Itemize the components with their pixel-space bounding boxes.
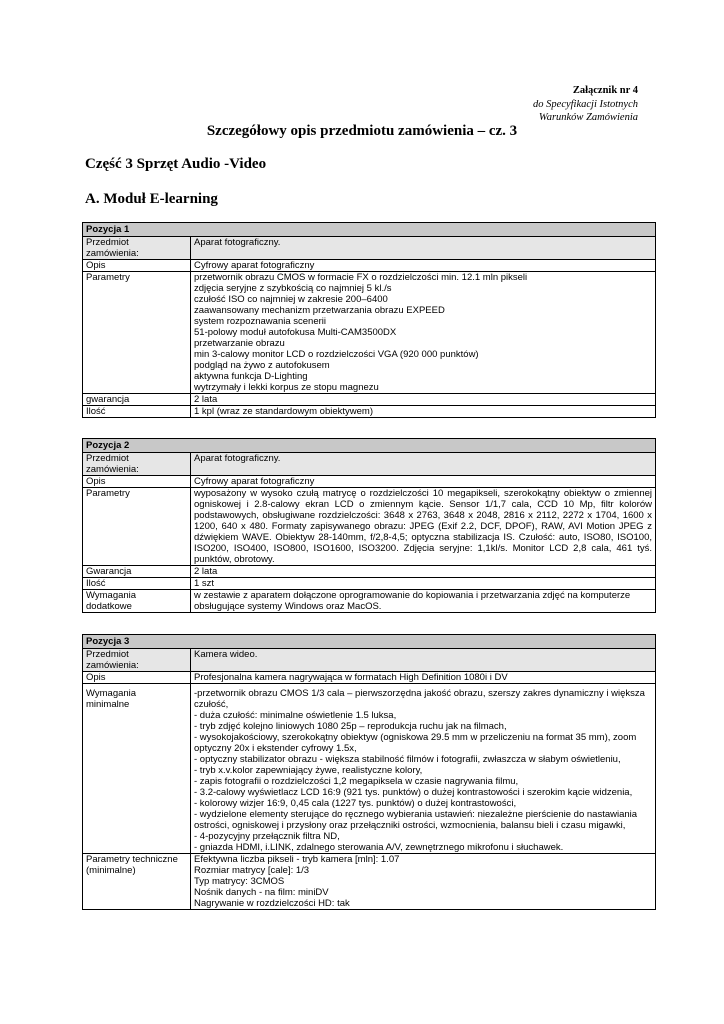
row-label: Parametry techniczne (minimalne) [83, 854, 191, 910]
annex-ref-line-1: do Specyfikacji Istotnych [533, 98, 638, 110]
row-value: 2 lata [191, 566, 656, 578]
table-row [83, 578, 656, 590]
row-label: Przedmiot zamówienia: [83, 453, 191, 476]
row-value: 1 kpl (wraz ze standardowym obiektywem) [191, 406, 656, 418]
table-header-row [83, 439, 656, 453]
row-label: Gwarancja [83, 566, 191, 578]
table-header-row [83, 223, 656, 237]
row-label: Ilość [83, 578, 191, 590]
row-value: Aparat fotograficzny. [191, 237, 656, 260]
table-row [83, 672, 656, 684]
row-label: Przedmiot zamówienia: [83, 237, 191, 260]
row-value: Profesjonalna kamera nagrywająca w formatach High Definition 1080i i DV [191, 672, 656, 684]
row-value: 2 lata [191, 394, 656, 406]
table-row [83, 488, 656, 566]
row-value: -przetwornik obrazu CMOS 1/3 cala – pierwszorzędna jakość obrazu, szerszy zakres dynamiczny i większa czułość, - duża czułość: minimalne oświetlenie 1.5 luksa, - tryb zdjęć kolejno liniowych 1080 25p – reprodukcja ruchu jak na filmach, - wysokojakościowy, szerokokątny obiektyw (ogniskowa 29.5 mm w przeliczeniu na format 35 mm), zoom optyczny 20x i ekstender cyfrowy 1.5x, - optyczny stabilizator obrazu - większa stabilność filmów i fotografii, zwłaszcza w słabym oświetleniu, - tryb x.v.kolor zapewniający żywe, realistyczne kolory, - zapis fotografii o rozdzielczości 1,2 megapiksela w czasie nagrywania filmu, - 3.2-calowy wyświetlacz LCD 16:9 (921 tys. punktów) o dużej kontrastowości i szerokim kącie widzenia, - kolorowy wizjer 16:9, 0,45 cala (1227 tys. punktów) o dużej kontrastowości, - wydzielone elementy sterujące do ręcznego wybierania ustawień: niezależne pierścienie do nastawiania ostrości, ogniskowej i przysłony oraz przełączniki ostrości, wzmocnienia, balansu bieli i czasu migawki, - 4-pozycyjny przełącznik filtra ND, - gniazda HDMI, i.LINK, zdalnego sterowania A/V, zewnętrznego mikrofonu i słuchawek. [191, 684, 656, 854]
row-label: Opis [83, 476, 191, 488]
table-row [83, 590, 656, 613]
position-header: Pozycja 2 [83, 439, 656, 453]
row-label: gwarancja [83, 394, 191, 406]
row-label: Przedmiot zamówienia: [83, 649, 191, 672]
row-value: Efektywna liczba pikseli - tryb kamera [mln]: 1.07 Rozmiar matrycy [cale]: 1/3 Typ matrycy: 3CMOS Nośnik danych - na film: miniDV Nagrywanie w rozdzielczości HD: tak [191, 854, 656, 910]
table-row [83, 394, 656, 406]
position-3-table [82, 634, 656, 910]
position-header: Pozycja 1 [83, 223, 656, 237]
row-label: Parametry [83, 272, 191, 394]
position-2-table [82, 438, 656, 613]
table-row [83, 406, 656, 418]
table-row [83, 237, 656, 260]
table-row [83, 476, 656, 488]
row-value: Kamera wideo. [191, 649, 656, 672]
annex-reference [533, 84, 638, 125]
row-label: Opis [83, 260, 191, 272]
table-row [83, 566, 656, 578]
table-row [83, 854, 656, 910]
position-header: Pozycja 3 [83, 635, 656, 649]
row-label: Ilość [83, 406, 191, 418]
document-title: Szczegółowy opis przedmiotu zamówienia – cz. 3 [206, 123, 518, 139]
table-row [83, 649, 656, 672]
row-value: Aparat fotograficzny. [191, 453, 656, 476]
row-label: Wymagania dodatkowe [83, 590, 191, 613]
table-header-row [83, 635, 656, 649]
table-row [83, 453, 656, 476]
table-row [83, 272, 656, 394]
row-value: Cyfrowy aparat fotograficzny [191, 476, 656, 488]
table-row [83, 684, 656, 854]
table-row [83, 260, 656, 272]
row-value: wyposażony w wysoko czułą matrycę o rozdzielczości 10 megapikseli, szerokokątny obiektyw o zmiennej ogniskowej i 2.8-calowy ekran LCD o zmiennym kącie. Sensor 1/1,7 cala, CCD 10 Mp, filtr kolorów podstawowych, obsługiwane rozdzielczości: 3648 x 2763, 3648 x 2048, 2816 x 2112, 2272 x 1704, 1600 x 1200, 640 x 480. Formaty zapisywanego obrazu: JPEG (Exif 2.2, DCF, DPOF), RAW, AVI Motion JPEG z dźwiękiem WAVE. Obiektyw 28-140mm, f/2,8-4,5; optyczna stabilizacja IS. Czułość: auto, ISO80, ISO100, ISO200, ISO400, ISO800, ISO1600, ISO3200. Zdjęcia seryjne: 1,1kl/s. Monitor LCD 2,8 cala, 461 tyś. punktów, obrotowy. [191, 488, 656, 566]
row-label: Parametry [83, 488, 191, 566]
row-value: Cyfrowy aparat fotograficzny [191, 260, 656, 272]
annex-number: Załącznik nr 4 [572, 85, 638, 96]
row-value: 1 szt [191, 578, 656, 590]
annex-ref-line-2: Warunków Zamówienia [538, 112, 638, 123]
row-value: w zestawie z aparatem dołączone oprogramowanie do kopiowania i przetwarzania zdjęć na komputerze obsługujące systemy Windows oraz MacOS. [191, 590, 656, 613]
part-heading: Część 3 Sprzęt Audio -Video [85, 156, 267, 172]
row-label: Opis [83, 672, 191, 684]
module-heading: A. Moduł E-learning [85, 191, 218, 207]
row-value: przetwornik obrazu CMOS w formacie FX o rozdzielczości min. 12.1 mln pikseli zdjęcia seryjne z szybkością co najmniej 5 kl./s czułość ISO co najmniej w zakresie 200–6400 zaawansowany mechanizm przetwarzania obrazu EXPEED system rozpoznawania scenerii 51-polowy moduł autofokusa Multi-CAM3500DX przetwarzanie obrazu min 3-calowy monitor LCD o rozdzielczości VGA (920 000 punktów) podgląd na żywo z autofokusem aktywna funkcja D-Lighting wytrzymały i lekki korpus ze stopu magnezu [191, 272, 656, 394]
position-1-table [82, 222, 656, 418]
row-label: Wymagania minimalne [83, 684, 191, 854]
